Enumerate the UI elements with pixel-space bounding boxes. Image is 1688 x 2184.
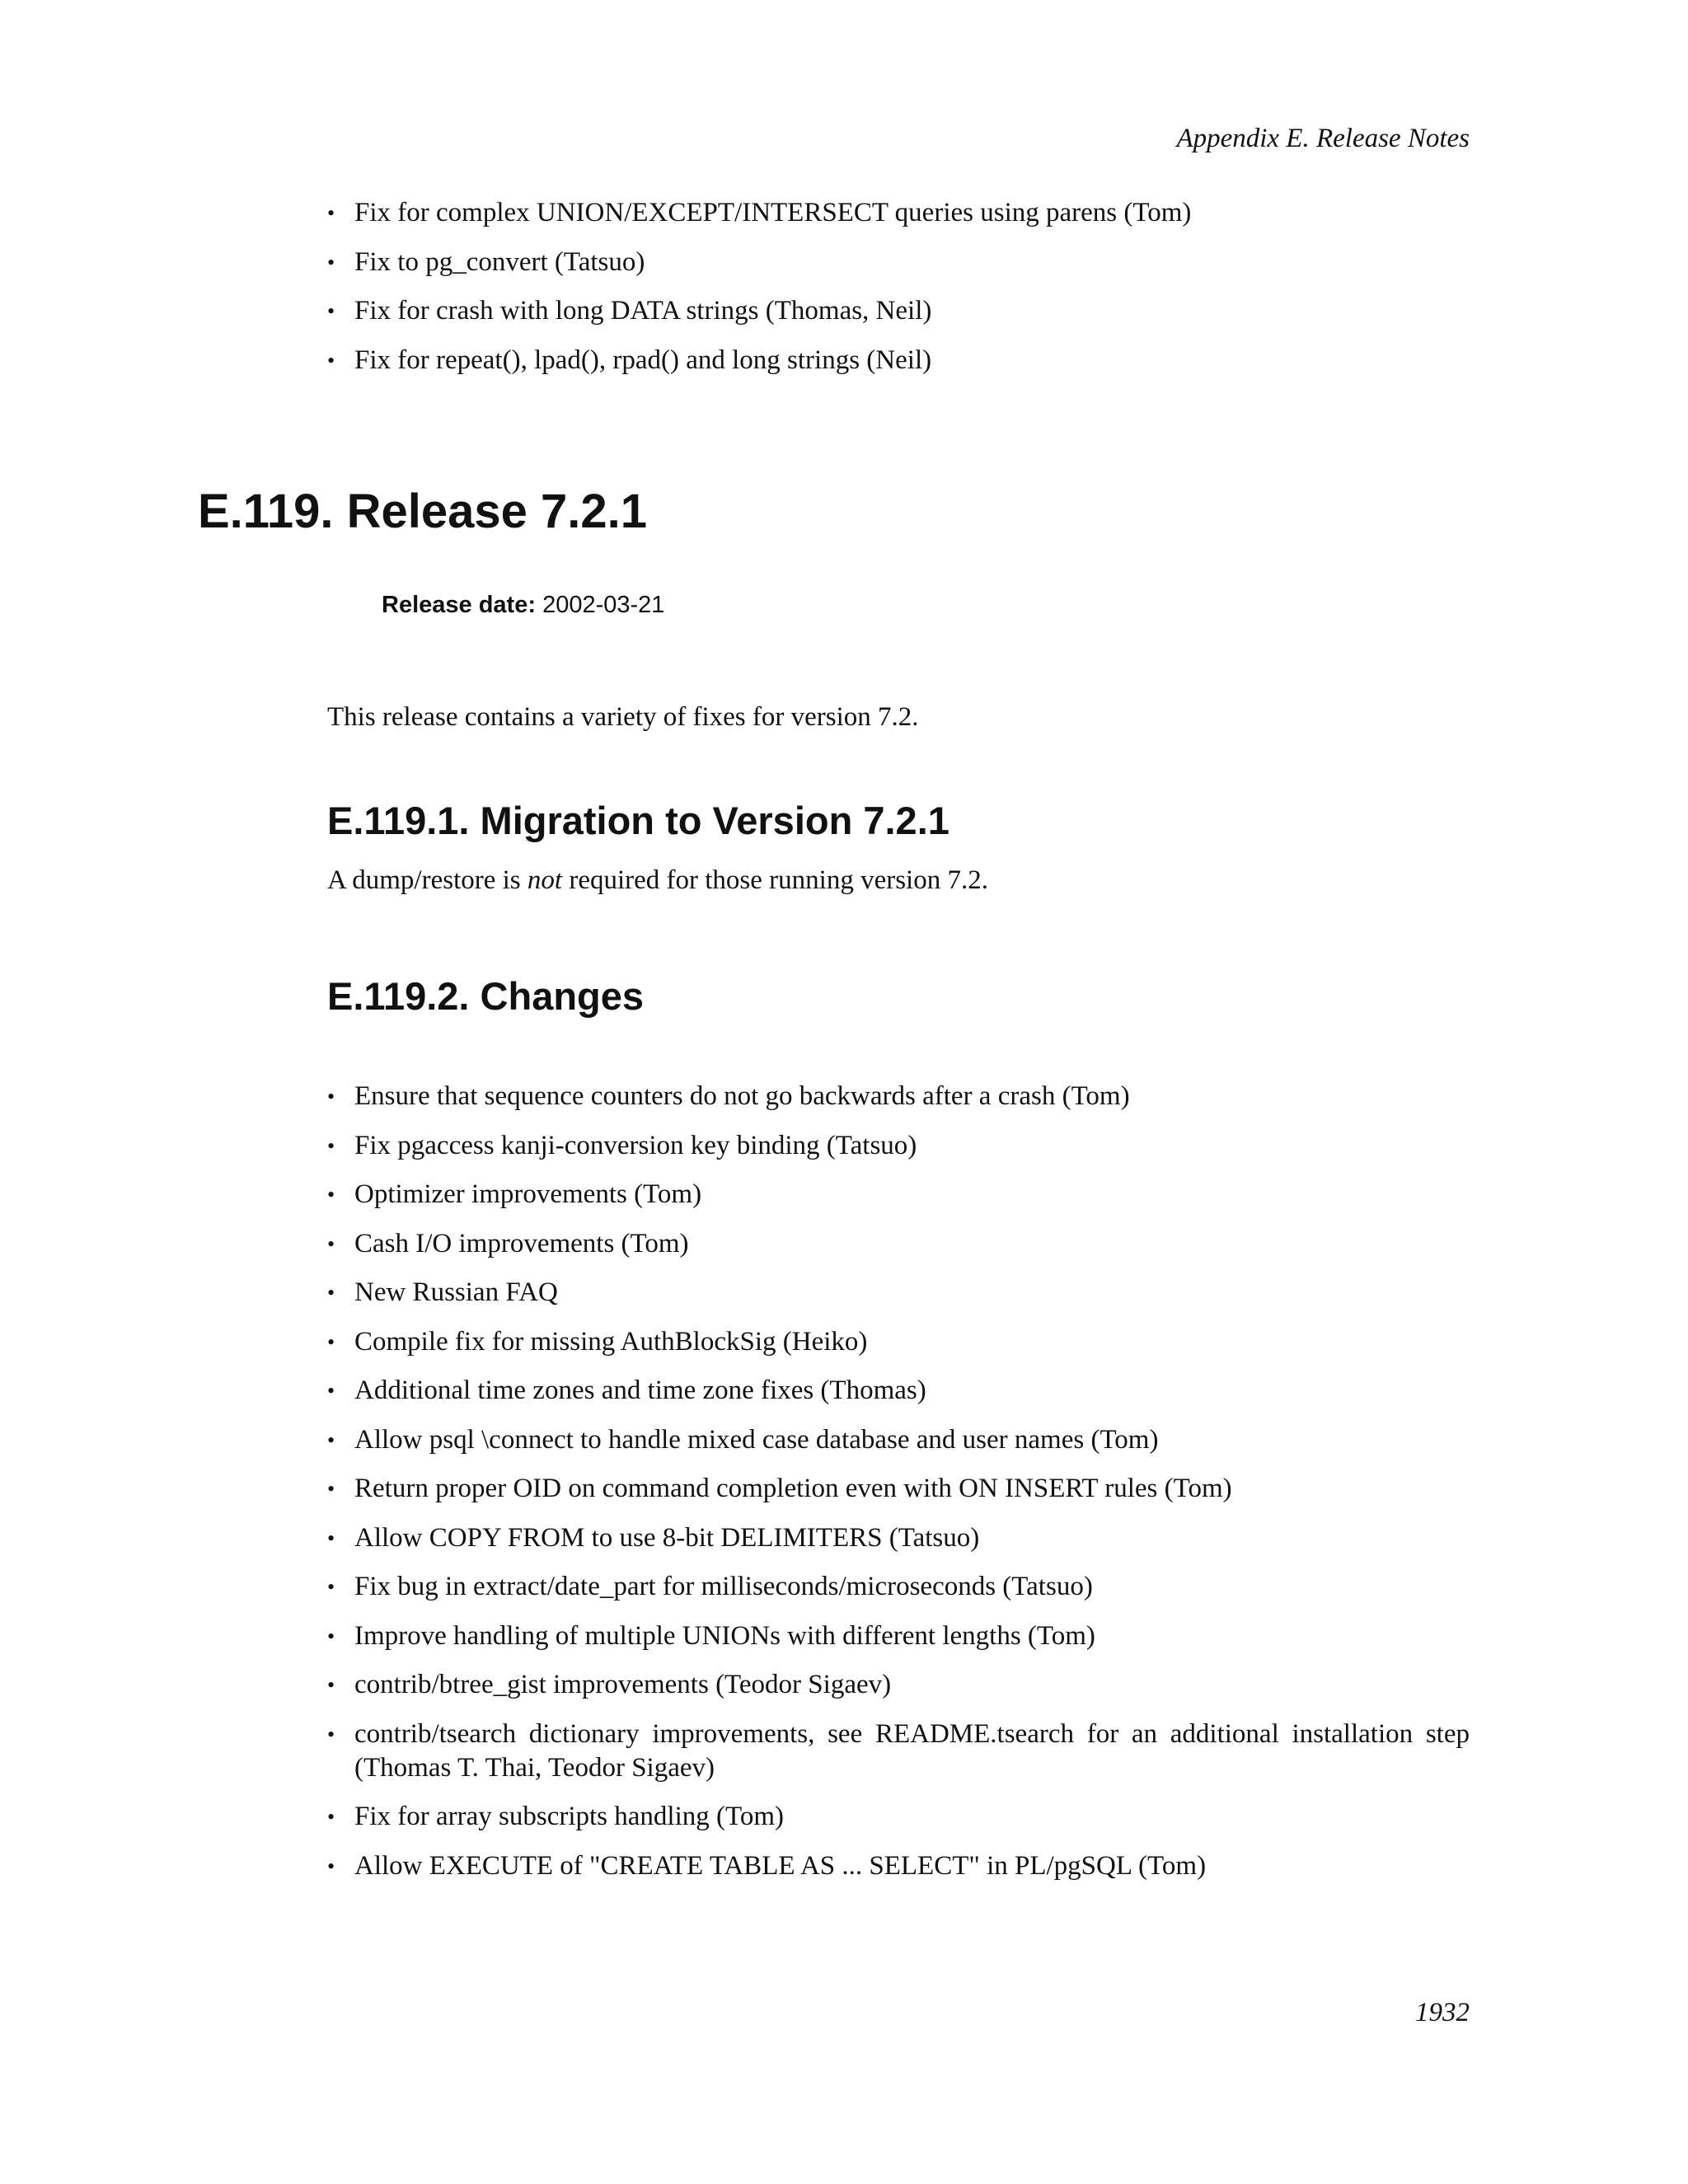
intro-paragraph: This release contains a variety of fixes for version 7.2. (327, 702, 919, 732)
list-item-text: Fix for repeat(), lpad(), rpad() and long strings (Neil) (354, 344, 932, 375)
bullet-icon: • (327, 1673, 335, 1697)
list-item-text: contrib/tsearch dictionary improvements, see README.tsearch for an additional installation step (Thomas T. Thai, Teodor Sigaev) (354, 1718, 1470, 1783)
bullet-icon: • (327, 1133, 335, 1158)
list-item (327, 1849, 1470, 1883)
list-item (327, 1800, 1470, 1834)
release-date (382, 592, 664, 619)
migration-paragraph (327, 865, 988, 896)
migration-text-after: required for those running version 7.2. (562, 865, 988, 895)
section-title: E.119. Release 7.2.1 (198, 485, 647, 538)
list-item (327, 1570, 1470, 1604)
list-item-text: Compile fix for missing AuthBlockSig (Heiko) (354, 1326, 868, 1357)
list-item-text: Improve handling of multiple UNIONs with different lengths (Tom) (354, 1620, 1095, 1651)
list-item-text: contrib/btree_gist improvements (Teodor Sigaev) (354, 1670, 892, 1699)
bullet-icon: • (327, 201, 335, 225)
list-item (327, 1668, 1470, 1702)
bullet-icon: • (327, 1624, 335, 1648)
list-item (327, 1423, 1470, 1457)
list-item-text: Return proper OID on command completion even with ON INSERT rules (Tom) (354, 1474, 1232, 1503)
bullet-icon: • (327, 1329, 335, 1354)
list-item (327, 1325, 1470, 1359)
list-item-text: Fix to pg_convert (Tatsuo) (354, 246, 645, 277)
release-date-value: 2002-03-21 (542, 592, 665, 618)
bullet-icon: • (327, 299, 335, 323)
bullet-icon: • (327, 1085, 335, 1108)
list-item (327, 1718, 1470, 1785)
changes-list (327, 1080, 1470, 1898)
bullet-list (327, 1080, 1470, 1883)
list-item (327, 1129, 1470, 1163)
list-item-text: Fix for complex UNION/EXCEPT/INTERSECT queries using parens (Tom) (354, 198, 1192, 227)
list-item-text: Fix for crash with long DATA strings (Thomas, Neil) (354, 296, 932, 326)
release-date-label: Release date: (382, 592, 536, 618)
changes-title: E.119.2. Changes (327, 974, 645, 1018)
bullet-list (327, 196, 1470, 377)
bullet-icon: • (327, 1854, 335, 1878)
list-item (327, 1080, 1470, 1113)
list-item-text: Allow COPY FROM to use 8-bit DELIMITERS (Tatsuo) (354, 1522, 980, 1553)
list-item-text: Allow psql \connect to handle mixed case database and user names (Tom) (354, 1424, 1159, 1455)
bullet-icon: • (327, 1231, 335, 1256)
list-item (327, 344, 1470, 377)
bullet-icon: • (327, 1722, 335, 1746)
list-item-text: Ensure that sequence counters do not go backwards after a crash (Tom) (354, 1081, 1130, 1111)
list-item-text: Fix for array subscripts handling (Tom) (354, 1802, 785, 1831)
top-bullet-list (327, 196, 1470, 392)
list-item (327, 196, 1470, 230)
list-item (327, 1472, 1470, 1506)
list-item-text: New Russian FAQ (354, 1277, 558, 1307)
list-item (327, 1276, 1470, 1310)
bullet-icon: • (327, 348, 335, 373)
migration-title: E.119.1. Migration to Version 7.2.1 (327, 799, 950, 842)
bullet-icon: • (327, 250, 335, 274)
bullet-icon: • (327, 1526, 335, 1550)
list-item-text: Additional time zones and time zone fixes (Thomas) (354, 1376, 926, 1405)
list-item-text: Optimizer improvements (Tom) (354, 1179, 702, 1209)
migration-text-before: A dump/restore is (327, 865, 528, 895)
bullet-icon: • (327, 1805, 335, 1829)
bullet-icon: • (327, 1575, 335, 1599)
list-item (327, 1178, 1470, 1212)
list-item-text: Allow EXECUTE of "CREATE TABLE AS ... SELECT" in PL/pgSQL (Tom) (354, 1850, 1207, 1881)
list-item-text: Fix bug in extract/date_part for milliseconds/microseconds (Tatsuo) (354, 1572, 1093, 1601)
bullet-icon: • (327, 1477, 335, 1501)
list-item-text: Fix pgaccess kanji-conversion key binding (Tatsuo) (354, 1130, 917, 1160)
list-item (327, 1227, 1470, 1261)
list-item-text: Cash I/O improvements (Tom) (354, 1228, 689, 1258)
bullet-icon: • (327, 1183, 335, 1207)
list-item (327, 1619, 1470, 1653)
bullet-icon: • (327, 1427, 335, 1452)
migration-text-emphasis: not (527, 865, 563, 895)
list-item (327, 294, 1470, 328)
running-header: Appendix E. Release Notes (1176, 124, 1470, 153)
list-item (327, 246, 1470, 279)
list-item (327, 1374, 1470, 1408)
list-item (327, 1521, 1470, 1555)
bullet-icon: • (327, 1281, 335, 1305)
page-number: 1932 (1415, 1998, 1470, 2027)
bullet-icon: • (327, 1379, 335, 1403)
